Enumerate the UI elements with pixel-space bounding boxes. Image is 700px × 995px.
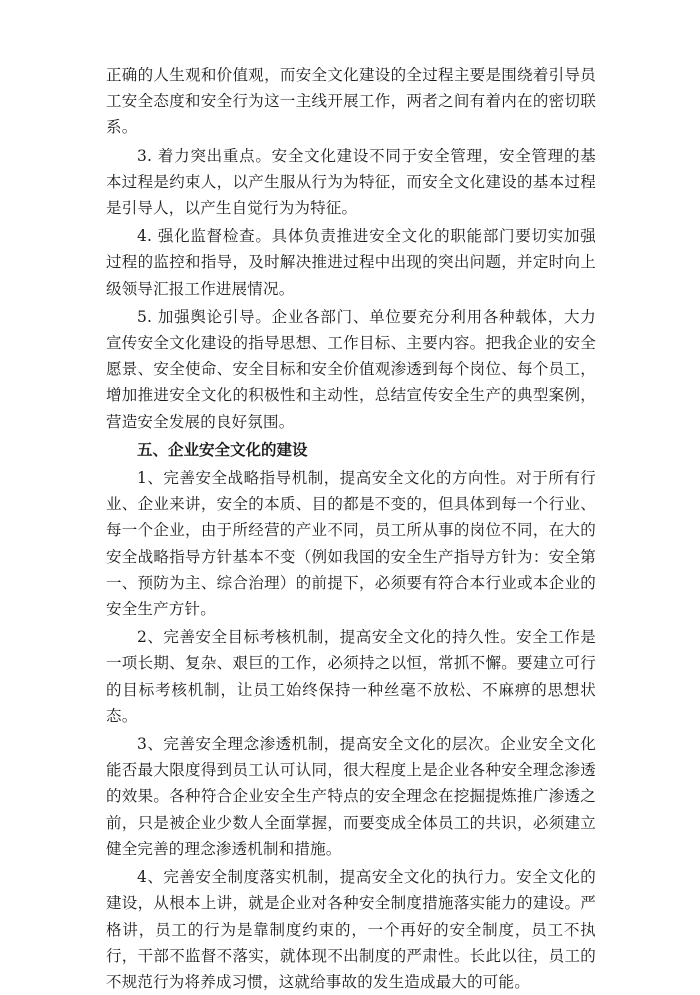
section-heading: 五、企业安全文化的建设 (137, 440, 308, 459)
document-page (106, 62, 596, 995)
paragraph-intro-continuation: 正确的人生观和价值观，而安全文化建设的全过程主要是围绕着引导员工安全态度和安全行为这一主线开展工作，两者之间有着内在的密切联系。 (106, 66, 596, 137)
paragraph-concept-penetration: 3、完善安全理念渗透机制，提高安全文化的层次。企业安全文化能否最大限度得到员工认可认同，很大程度上是企业各种安全理念渗透的效果。各种符合企业安全生产特点的安全理念在挖掘提炼推广渗透之前，只是被企业少数人全面掌握，而要变成全体员工的共识，必须建立健全完善的理念渗透机制和措施。 (106, 735, 596, 858)
paragraph-strategy-mechanism: 1、完善安全战略指导机制，提高安全文化的方向性。对于所有行业、企业来讲，安全的本质、目的都是不变的，但具体到每一个行业、每一个企业，由于所经营的产业不同，员工所从事的岗位不同，在大的安全战略指导方针基本不变（例如我国的安全生产指导方针为：安全第一、预防为主、综合治理）的前提下，必须要有符合本行业或本企业的安全生产方针。 (106, 469, 596, 619)
paragraph-target-assessment: 2、完善安全目标考核机制，提高安全文化的持久性。安全工作是一项长期、复杂、艰巨的工作，必须持之以恒，常抓不懈。要建立可行的目标考核机制，让员工始终保持一种丝毫不放松、不麻痹的思想状态。 (106, 628, 596, 725)
paragraph-system-implementation: 4、完善安全制度落实机制，提高安全文化的执行力。安全文化的建设，从根本上讲，就是企业对各种安全制度措施落实能力的建设。严格讲，员工的行为是靠制度约束的，一个再好的安全制度，员工不执行，干部不监督不落实，就体现不出制度的严肃性。长此以往，员工的不规范行为将养成习惯，这就给事故的发生造成最大的可能。 (106, 868, 596, 991)
paragraph-public-opinion: 5. 加强舆论引导。企业各部门、单位要充分利用各种载体，大力宣传安全文化建设的指导思想、工作目标、主要内容。把我企业的安全愿景、安全使命、安全目标和安全价值观渗透到每个岗位、每个员工，增加推进安全文化的积极性和主动性，总结宣传安全生产的典型案例，营造安全发展的良好氛围。 (106, 307, 596, 431)
paragraph-supervision: 4. 强化监督检查。具体负责推进安全文化的职能部门要切实加强过程的监控和指导，及时解决推进过程中出现的突出问题，并定时向上级领导汇报工作进展情况。 (106, 227, 596, 298)
paragraph-focus-key-points: 3. 着力突出重点。安全文化建设不同于安全管理，安全管理的基本过程是约束人，以产生服从行为为特征，而安全文化建设的基本过程是引导人，以产生自觉行为为特征。 (106, 146, 596, 218)
